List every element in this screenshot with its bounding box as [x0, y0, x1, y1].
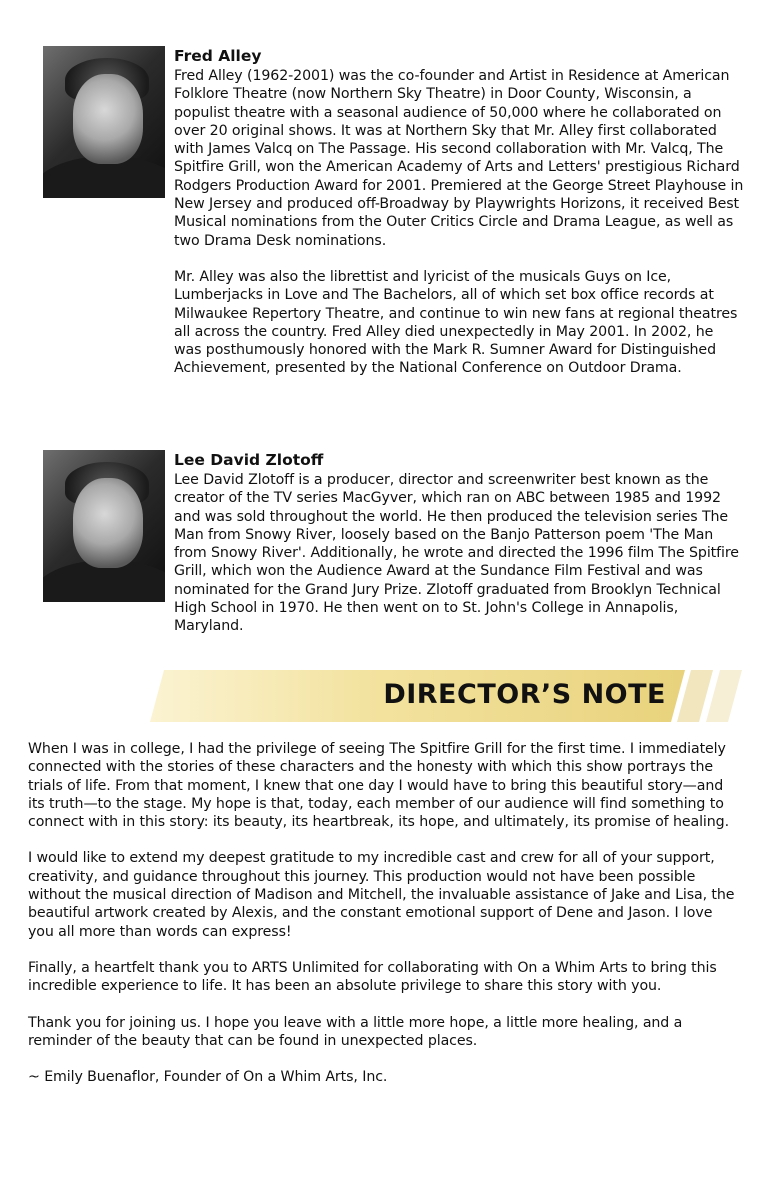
bio-paragraph: Fred Alley (1962-2001) was the co-founder and Artist in Residence at American Folklore Theatre (now Northern Sky Theatre) in Door County, Wisconsin, a populist theatre with a seasonal audience of 50,000 where he collaborated on over 20 original shows. It was at Northern Sky that Mr. Alley first collaborated with James Valcq on The Passage. His second collaboration with Mr. Valcq, The Spitfire Grill, won the American Academy of Arts and Letters' prestigious Richard Rodgers Production Award for 2001. Premiered at the George Street Playhouse in New Jersey and produced off-Broadway by Playwrights Horizons, it received Best Musical nominations from the Outer Critics Circle and Drama League, as well as two Drama Desk nominations.: [174, 68, 744, 249]
fred-alley-portrait-photo: [43, 46, 165, 198]
banner-stripe: [706, 670, 742, 722]
lee-david-zlotoff-portrait-photo: [43, 450, 165, 602]
bio-paragraph: Mr. Alley was also the librettist and lyricist of the musicals Guys on Ice, Lumberjacks in Love and The Bachelors, all of which set box office records at Milwaukee Repertory Theatre, and continue to win new fans at regional theatres all across the country. Fred Alley died unexpectedly in May 2001. In 2002, he was posthumously honored with the Mark R. Sumner Award for Distinguished Achievement, presented by the National Conference on Outdoor Drama.: [174, 268, 738, 377]
directors-note-body: [28, 740, 740, 1104]
bio-paragraph: Lee David Zlotoff is a producer, director and screenwriter best known as the creator of the TV series MacGyver, which ran on ABC between 1985 and 1992 and was sold throughout the world. He then produced the television series The Man from Snowy River, loosely based on the Banjo Patterson poem 'The Man from Snowy River'. Additionally, he wrote and directed the 1996 film The Spitfire Grill, which won the Audience Award at the Sundance Film Festival and was nominated for the Grand Jury Prize. Zlotoff graduated from Brooklyn Technical High School in 1970. He then went on to St. John's College in Annapolis, Maryland.: [174, 472, 739, 635]
note-paragraph: Thank you for joining us. I hope you leave with a little more hope, a little more healing, and a reminder of the beauty that can be found in unexpected places.: [28, 1014, 683, 1049]
note-paragraph: When I was in college, I had the privilege of seeing The Spitfire Grill for the first time. I immediately connected with the stories of these characters and the honesty with which this show portrays the trials of life. From that moment, I knew that one day I would have to bring this beautiful story—and its truth—to the stage. My hope is that, today, each member of our audience will find something to connect with in this story: its beauty, its heartbreak, its hope, and ultimately, its promise of healing.: [28, 741, 729, 831]
bio-name: Fred Alley: [174, 47, 262, 65]
bio-name: Lee David Zlotoff: [174, 451, 324, 469]
note-signature: ~ Emily Buenaflor, Founder of On a Whim Arts, Inc.: [28, 1069, 388, 1086]
note-paragraph: Finally, a heartfelt thank you to ARTS Unlimited for collaborating with On a Whim Arts to bring this incredible experience to life. It has been an absolute privilege to share this story with you.: [28, 959, 717, 995]
bio-text: [174, 450, 744, 636]
note-paragraph: I would like to extend my deepest gratitude to my incredible cast and crew for all of your support, creativity, and guidance throughout this journey. This production would not have been possible without the musical direction of Madison and Mitchell, the invaluable assistance of Jake and Lisa, the beautiful artwork created by Alexis, and the constant emotional support of Dene and Jason. I love you all more than words can express!: [28, 850, 735, 940]
section-title: DIRECTOR’S NOTE: [383, 679, 666, 710]
bio-text: [174, 46, 744, 378]
directors-note-banner: [150, 670, 750, 722]
